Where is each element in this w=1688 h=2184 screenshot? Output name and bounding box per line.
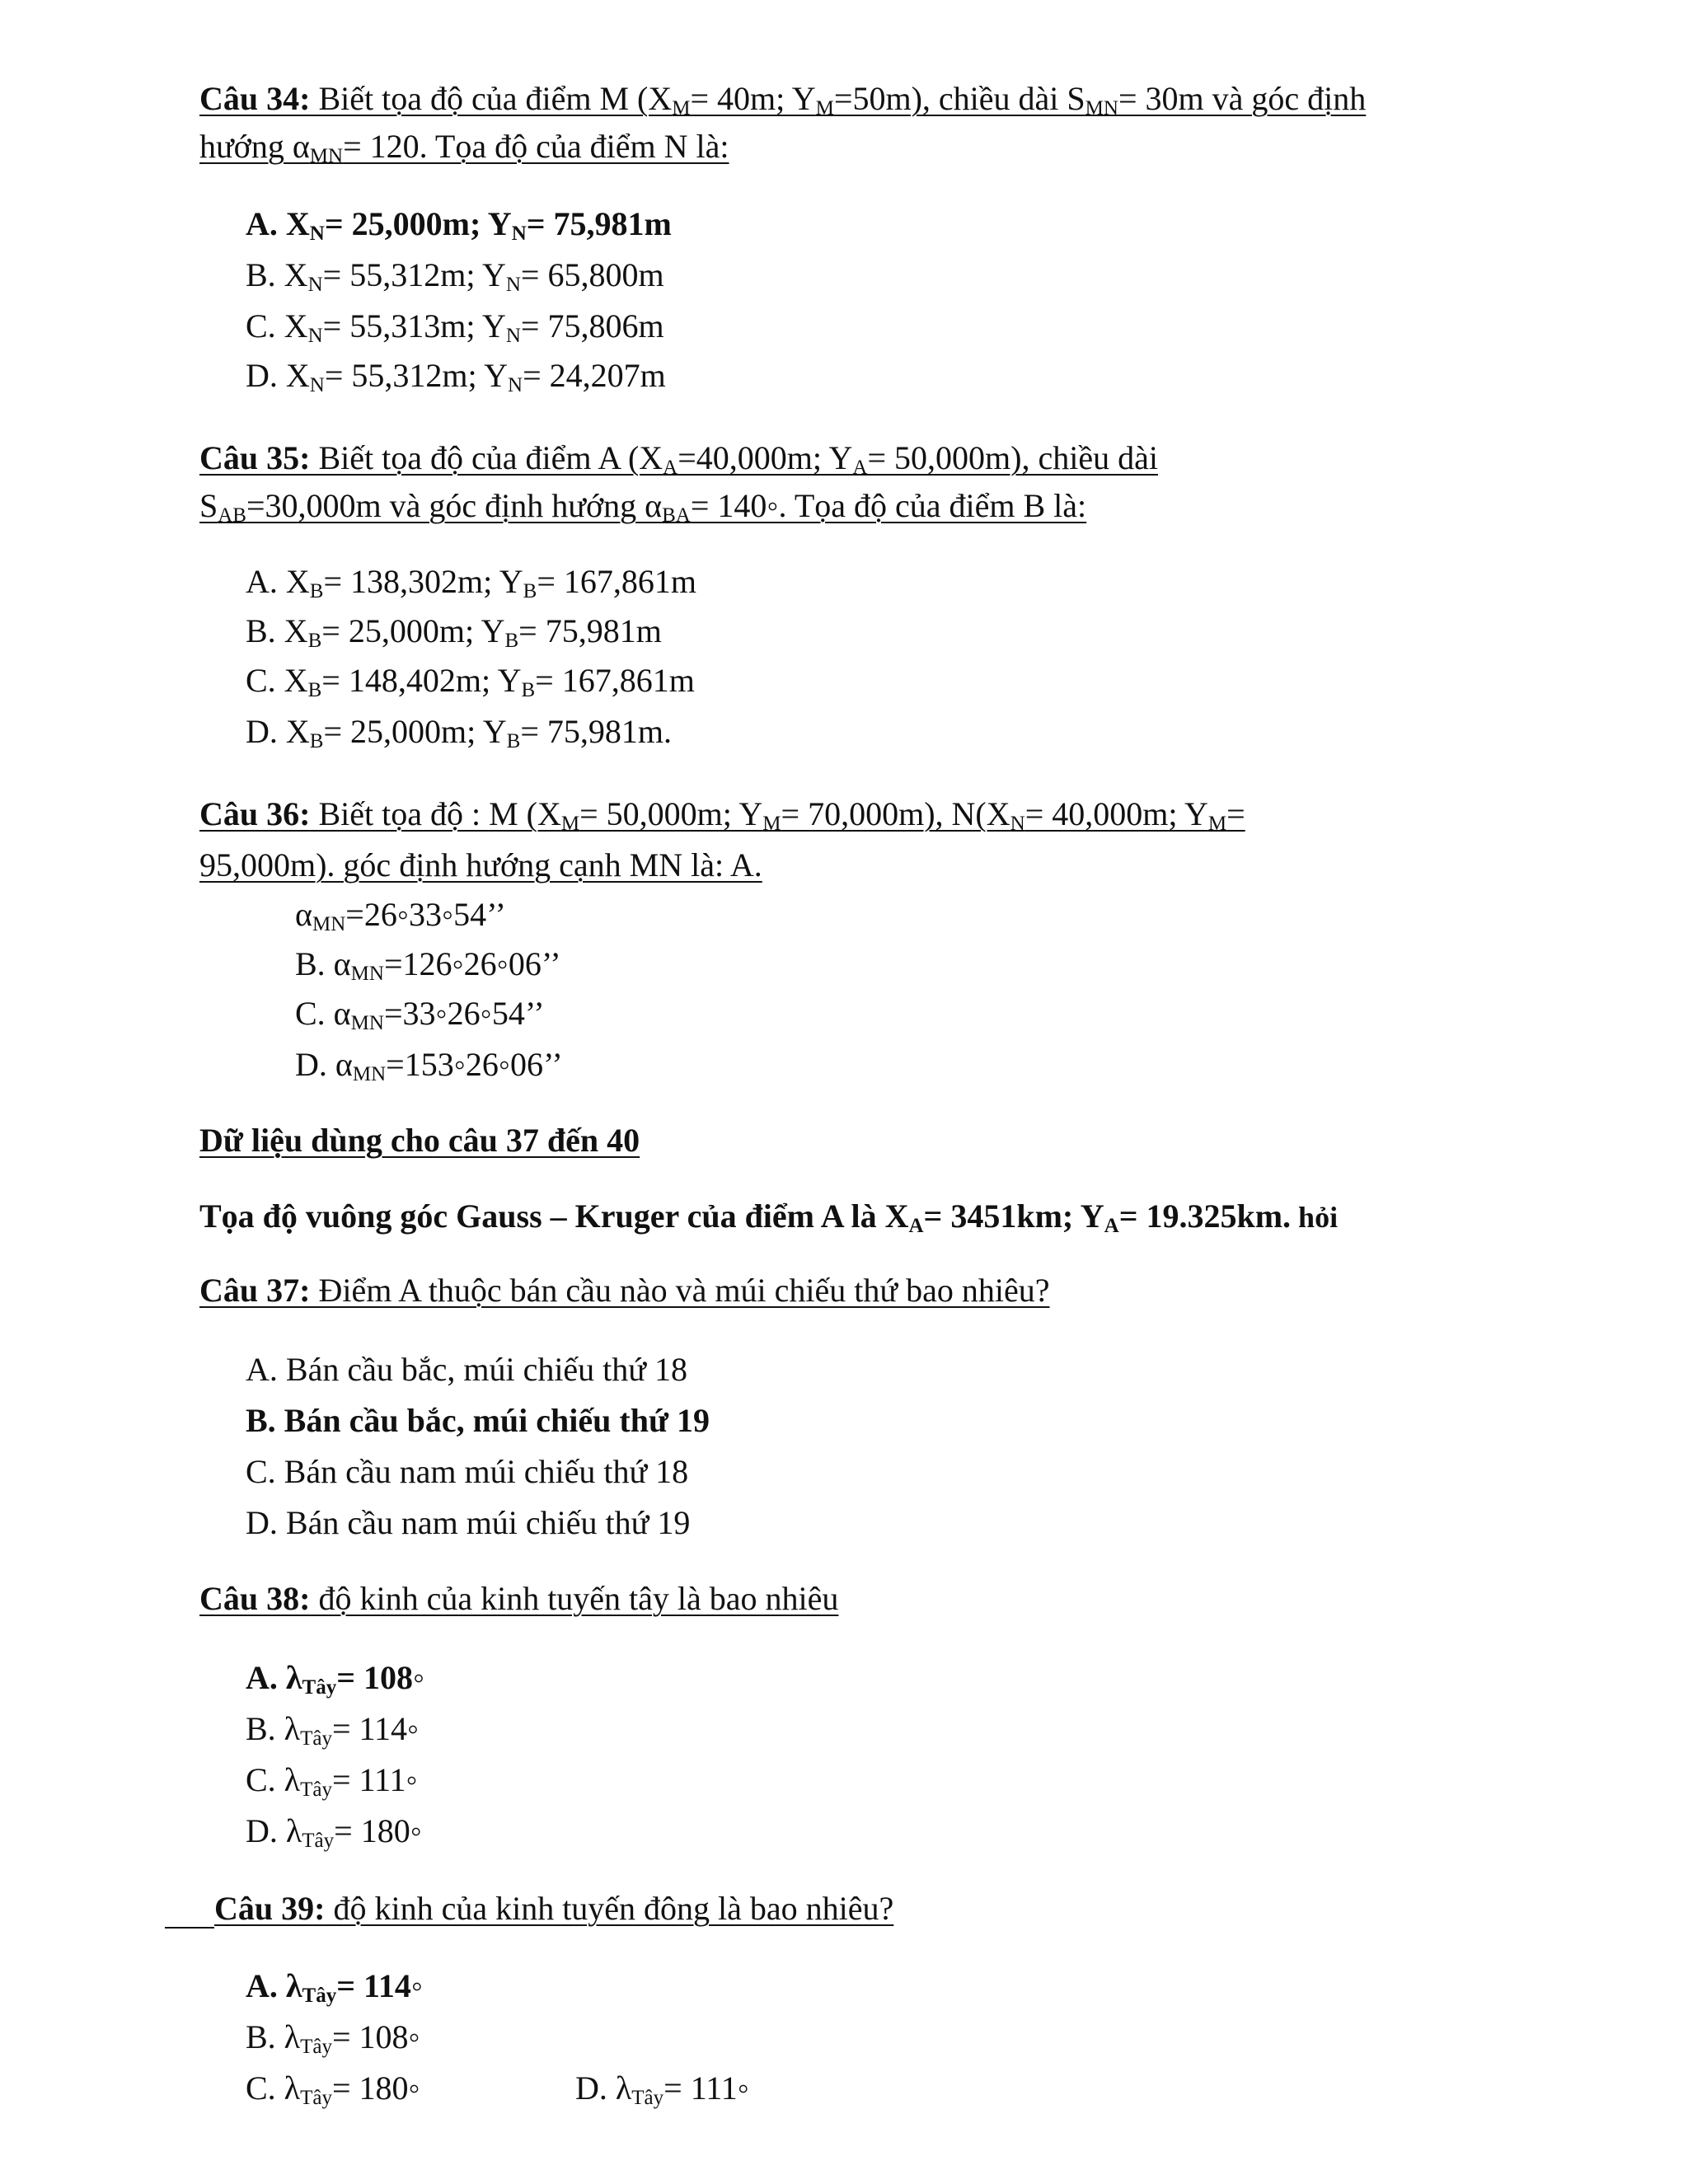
q37-option-a: A. Bán cầu bắc, múi chiếu thứ 18 xyxy=(246,1351,687,1388)
q36-line-1: Câu 36: Biết tọa độ : M ($X_M= 50,000m$; $Y_M= 70,000m$), $N(X_N= 40,000m$; $Y_M=$ xyxy=(199,795,1245,835)
q34-option-d: D. $X_N= 55,312m$; $Y_N= 24,207m$ xyxy=(246,357,666,396)
q35-line-2: $S_{AB}=30,000m$ và góc định hướng $\alpha_{BA}=$ 140◦. Tọa độ của điểm B là: xyxy=(199,487,1087,527)
q39-label: Câu 39: xyxy=(214,1890,326,1927)
q39-leading-rule xyxy=(165,1927,214,1929)
q34-label: Câu 34: xyxy=(199,80,311,117)
q34-option-a: A. $X_N= 25,000m$; $Y_N= 75,981m$ xyxy=(246,205,672,245)
q37-option-d: D. Bán cầu nam múi chiếu thứ 19 xyxy=(246,1504,691,1541)
q36-label: Câu 36: xyxy=(199,795,311,832)
q34-option-b: B. $X_N= 55,312m$; $Y_N= 65,800m$ xyxy=(246,256,664,296)
q39-option-b: B. $\lambda_{Tây}=$ 108◦ xyxy=(246,2018,420,2058)
q35-label: Câu 35: xyxy=(199,439,311,476)
q34-line-2: hướng $\alpha_{MN}= 120$. Tọa độ của điểm N là: xyxy=(199,128,729,167)
q37-label: Câu 37: xyxy=(199,1272,311,1309)
q39-question: Câu 39: độ kinh của kinh tuyến đông là bao nhiêu? xyxy=(214,1890,894,1927)
q37-question: Câu 37: Điểm A thuộc bán cầu nào và múi chiếu thứ bao nhiêu? xyxy=(199,1272,1050,1309)
q35-option-a: A. $X_B= 138,302m$; $Y_B= 167,861m$ xyxy=(246,563,697,602)
q38-option-c: C. $\lambda_{Tây}=$ 111◦ xyxy=(246,1761,418,1801)
data-heading: Dữ liệu dùng cho câu 37 đến 40 xyxy=(199,1122,640,1159)
q38-option-a: A. $\lambda_{Tây}=$ 108◦ xyxy=(246,1659,425,1699)
q36-option-c: C. $\alpha_{MN}=33◦26◦54$’’ xyxy=(295,995,545,1034)
q37-option-c: C. Bán cầu nam múi chiếu thứ 18 xyxy=(246,1453,689,1490)
q38-option-b: B. $\lambda_{Tây}=$ 114◦ xyxy=(246,1710,420,1750)
q39-option-c: C. $\lambda_{Tây}=$ 180◦ xyxy=(246,2069,420,2109)
q36-line-2: 95,000m). góc định hướng cạnh MN là: A. xyxy=(199,846,762,883)
q34-line-1: Câu 34: Biết tọa độ của điểm M ($X_M= 40m$; $Y_M=50m$), chiều dài $S_{MN}= 30m$ và góc định xyxy=(199,80,1367,120)
q38-question: Câu 38: độ kinh của kinh tuyến tây là bao nhiêu xyxy=(199,1580,839,1617)
q37-option-b: B. Bán cầu bắc, múi chiếu thứ 19 xyxy=(246,1402,710,1439)
q39-option-a: A. $\lambda_{Tây}=$ 114◦ xyxy=(246,1967,423,2007)
q35-option-c: C. $X_B= 148,402m$; $Y_B= 167,861m$ xyxy=(246,662,695,701)
q35-line-1: Câu 35: Biết tọa độ của điểm A ($X_A=40,000m$; $Y_A= 50,000m$), chiều dài xyxy=(199,439,1158,479)
q39-option-d: D. $\lambda_{Tây}=$ 111◦ xyxy=(575,2069,749,2109)
gauss-kruger-statement: Tọa độ vuông góc Gauss – Kruger của điểm A là $X_A= 3451km$; $Y_A= 19.325km$. hỏi xyxy=(199,1197,1339,1237)
q36-option-a: $\alpha_{MN}=26◦33◦54$’’ xyxy=(295,896,506,935)
q35-option-d: D. $X_B= 25,000m$; $Y_B= 75,981m$. xyxy=(246,713,673,752)
q34-option-c: C. $X_N= 55,313m$; $Y_N= 75,806m$ xyxy=(246,307,664,347)
q38-option-d: D. $\lambda_{Tây}=$ 180◦ xyxy=(246,1812,422,1852)
q38-label: Câu 38: xyxy=(199,1580,311,1617)
q36-option-b: B. $\alpha_{MN}=126◦26◦06$’’ xyxy=(295,945,561,985)
q35-option-b: B. $X_B= 25,000m$; $Y_B= 75,981m$ xyxy=(246,612,662,652)
q36-option-d: D. $\alpha_{MN}=153◦26◦06$’’ xyxy=(295,1046,563,1085)
